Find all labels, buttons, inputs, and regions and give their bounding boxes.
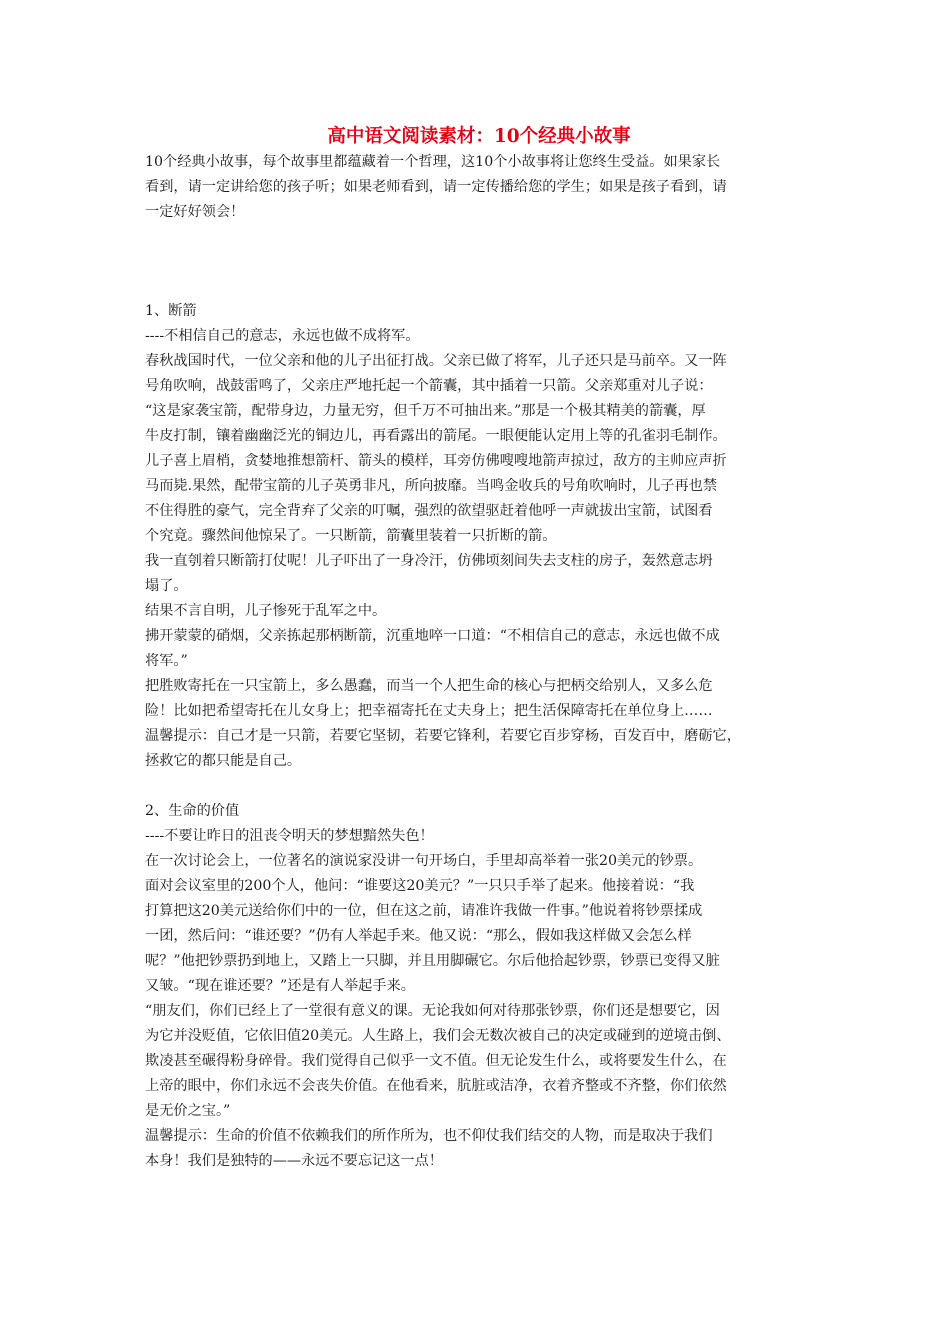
story-line: 欺凌甚至碾得粉身碎骨。我们觉得自己似乎一文不值。但无论发生什么，或将要发生什么，在: [145, 1053, 727, 1069]
story-value-of-life: [145, 799, 813, 1174]
document-page: [145, 124, 813, 1174]
intro-line: 10个经典小故事，每个故事里都蕴藏着一个哲理，这10个小故事将让您终生受益。如果家长: [145, 154, 721, 170]
story-line: 打算把这20美元送给你们中的一位，但在这之前，请准许我做一件事。”他说着将钞票揉成: [145, 903, 703, 919]
story-broken-arrow: [145, 299, 813, 774]
story-line: 是无价之宝。”: [145, 1103, 231, 1119]
story-line: 在一次讨论会上，一位著名的演说家没讲一句开场白，手里却高举着一张20美元的钞票。: [145, 853, 703, 869]
story-line: “这是家袭宝箭，配带身边，力量无穷，但千万不可抽出来。”那是一个极其精美的箭囊，厚: [145, 403, 706, 419]
story-line: ----不要让昨日的沮丧令明天的梦想黯然失色！: [145, 828, 434, 844]
story-tip: 拯救它的都只能是自己。: [145, 753, 302, 769]
story-line: 结果不言自明，儿子惨死于乱军之中。: [145, 603, 387, 619]
story-line: 把胜败寄托在一只宝箭上，多么愚蠢，而当一个人把生命的核心与把柄交给别人，又多么危: [145, 678, 713, 694]
story-line: ----不相信自己的意志，永远也做不成将军。: [145, 328, 420, 344]
story-line: 不住得胜的豪气，完全背弃了父亲的叮嘱，强烈的欲望驱赶着他呼一声就拔出宝箭，试图看: [145, 503, 713, 519]
story-line: 上帝的眼中，你们永远不会丧失价值。在他看来，肮脏或洁净，衣着齐整或不齐整，你们依然: [145, 1078, 727, 1094]
story-line: 春秋战国时代，一位父亲和他的儿子出征打战。父亲已做了将军，儿子还只是马前卒。又一阵: [145, 353, 727, 369]
story-line: 将军。”: [145, 653, 188, 669]
story-line: “朋友们，你们已经上了一堂很有意义的课。无论我如何对待那张钞票，你们还是想要它，因: [145, 1003, 720, 1019]
story-heading: 1、断箭: [145, 303, 197, 319]
story-tip: 本身！我们是独特的——永远不要忘记这一点！: [145, 1153, 443, 1169]
story-line: 个究竟。骤然间他惊呆了。一只断箭，箭囊里装着一只折断的箭。: [145, 528, 557, 544]
story-tip: 温馨提示：生命的价值不依赖我们的所作所为，也不仰仗我们结交的人物，而是取决于我们: [145, 1128, 713, 1144]
story-tip: 温馨提示：自己才是一只箭，若要它坚韧，若要它锋利，若要它百步穿杨，百发百中，磨砺它，: [145, 728, 741, 744]
story-line: 我一直刳着只断箭打仗呢！儿子吓出了一身冷汗，仿佛顷刻间失去支柱的房子，轰然意志坍: [145, 553, 713, 569]
intro-line: 看到，请一定讲给您的孩子听；如果老师看到，请一定传播给您的学生；如果是孩子看到，请: [145, 179, 727, 195]
story-line: 呢？”他把钞票扔到地上，又踏上一只脚，并且用脚碾它。尔后他拾起钞票，钞票已变得又脏: [145, 953, 720, 969]
story-line: 面对会议室里的200个人，他问：“谁要这20美元？”一只只手举了起来。他接着说：“我: [145, 878, 695, 894]
story-line: 塌了。: [145, 578, 188, 594]
intro-paragraph: [145, 150, 813, 225]
story-line: 号角吹响，战鼓雷鸣了，父亲庄严地托起一个箭囊，其中插着一只箭。父亲郑重对儿子说：: [145, 378, 713, 394]
story-line: 险！比如把希望寄托在儿女身上；把幸福寄托在丈夫身上；把生活保障寄托在单位身上……: [145, 703, 713, 719]
story-line: 为它并没贬值，它依旧值20美元。人生路上，我们会无数次被自己的决定或碰到的逆境击倒、: [145, 1028, 731, 1044]
intro-line: 一定好好领会！: [145, 204, 245, 220]
story-line: 牛皮打制，镶着幽幽泛光的铜边儿，再看露出的箭尾。一眼便能认定用上等的孔雀羽毛制作。: [145, 428, 727, 444]
story-line: 儿子喜上眉梢，贪婪地推想箭杆、箭头的模样，耳旁仿佛嗖嗖地箭声掠过，敌方的主帅应声折: [145, 453, 727, 469]
document-title: 高中语文阅读素材：10个经典小故事: [327, 126, 631, 147]
story-line: 拂开蒙蒙的硝烟，父亲拣起那柄断箭，沉重地啐一口道：“不相信自己的意志，永远也做不成: [145, 628, 720, 644]
story-heading: 2、生命的价值: [145, 803, 240, 819]
story-line: 一团，然后问：“谁还要？”仍有人举起手来。他又说：“那么，假如我这样做又会怎么样: [145, 928, 692, 944]
story-line: 又皱。“现在谁还要？”还是有人举起手来。: [145, 978, 415, 994]
story-line: 马而毙.果然，配带宝箭的儿子英勇非凡，所向披靡。当鸣金收兵的号角吹响时，儿子再也禁: [145, 478, 718, 494]
